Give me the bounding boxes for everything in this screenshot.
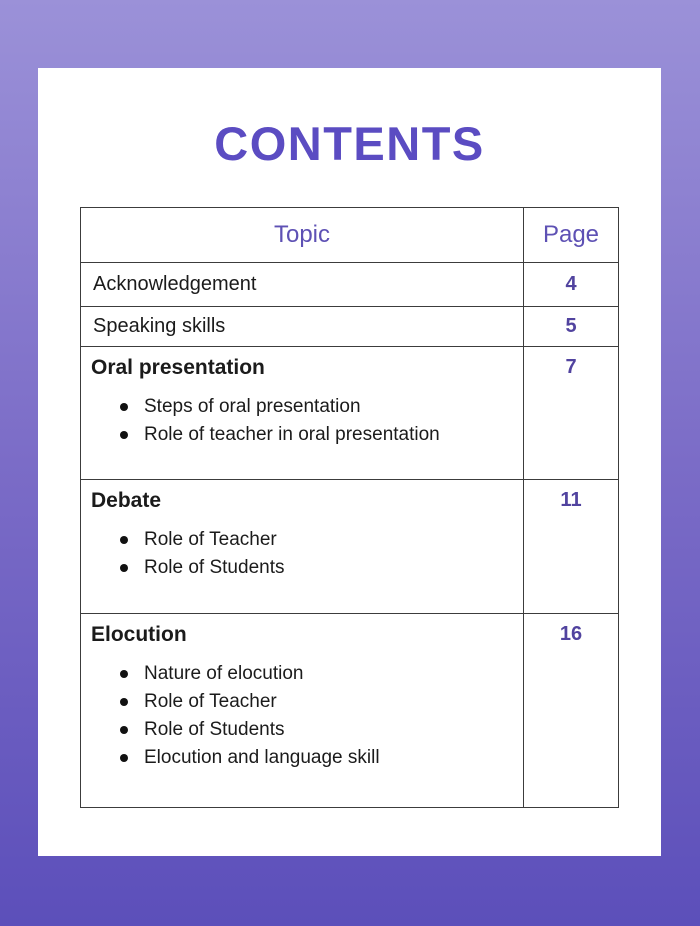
page-title: CONTENTS — [214, 117, 485, 170]
table-row — [81, 263, 619, 307]
subtopic-item: Role of Students — [91, 554, 523, 582]
subtopic-item: Role of teacher in oral presentation — [91, 421, 523, 449]
page-number-cell: 4 — [524, 263, 619, 307]
subtopic-item: Role of Students — [91, 716, 523, 744]
section-title: Debate — [91, 489, 162, 512]
table-row — [81, 614, 619, 808]
subtopic-item: Elocution and language skill — [91, 744, 523, 772]
topic-cell: Acknowledgement — [81, 263, 524, 307]
topic-cell — [81, 614, 524, 808]
topic-cell — [81, 480, 524, 614]
table-header-row — [81, 208, 619, 263]
page-number-cell: 7 — [524, 347, 619, 480]
topic-cell — [81, 347, 524, 480]
subtopic-item: Role of Teacher — [91, 526, 523, 554]
subtopic-item: Steps of oral presentation — [91, 393, 523, 421]
table-row — [81, 307, 619, 347]
subtopic-list — [91, 393, 523, 449]
subtopic-item: Nature of elocution — [91, 660, 523, 688]
table-row — [81, 480, 619, 614]
subtopic-list — [91, 526, 523, 582]
page-number-cell: 16 — [524, 614, 619, 808]
section-title: Oral presentation — [91, 356, 265, 379]
page-number-cell: 5 — [524, 307, 619, 347]
topic-column-header: Topic — [81, 208, 524, 263]
page-column-header: Page — [524, 208, 619, 263]
page-number-cell: 11 — [524, 480, 619, 614]
subtopic-list — [91, 660, 523, 772]
subtopic-item: Role of Teacher — [91, 688, 523, 716]
document-card — [38, 68, 661, 856]
section-title: Elocution — [91, 623, 187, 646]
contents-table — [80, 207, 619, 808]
table-row — [81, 347, 619, 480]
topic-cell: Speaking skills — [81, 307, 524, 347]
